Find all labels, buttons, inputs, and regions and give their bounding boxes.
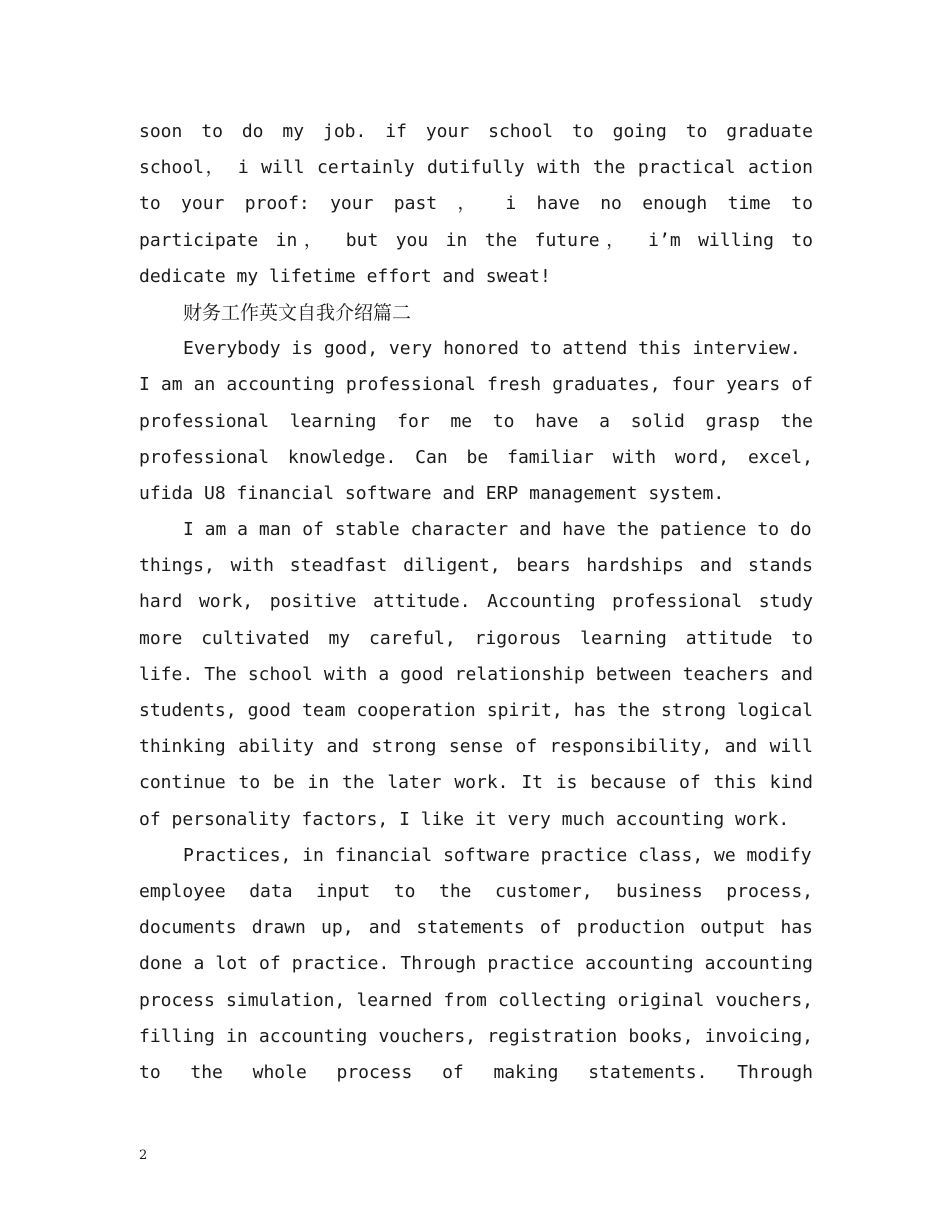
text-line: life. The school with a good relationship between teachers and: [139, 663, 813, 685]
text-line: to your proof: your past ， i have no enough time to: [139, 193, 813, 215]
text-line: Practices, in financial software practice class, we modify: [183, 844, 812, 866]
text-line: to the whole process of making statements. Through: [139, 1061, 813, 1083]
text-line: employee data input to the customer, business process,: [139, 880, 813, 902]
text-line: documents drawn up, and statements of production output has: [139, 917, 813, 939]
text-line: students, good team cooperation spirit, has the strong logical: [139, 700, 813, 721]
text-line: participate in， but you in the future， i’m willing to: [139, 229, 813, 251]
text-line: hard work, positive attitude. Accounting professional study: [139, 591, 813, 613]
text-line: dedicate my lifetime effort and sweat!: [139, 265, 551, 287]
text-line: filling in accounting vouchers, registration books, invoicing,: [139, 1025, 813, 1047]
text-line: continue to be in the later work. It is because of this kind: [139, 772, 813, 794]
text-line: ufida U8 financial software and ERP management system.: [139, 482, 725, 504]
document-body: [139, 114, 813, 1091]
text-line: done a lot of practice. Through practice accounting accounting: [139, 953, 813, 975]
text-line: more cultivated my careful, rigorous learning attitude to: [139, 627, 813, 649]
text-line: soon to do my job. if your school to going to graduate: [139, 121, 813, 142]
text-line: of personality factors, I like it very much accounting work.: [139, 808, 790, 830]
page-number: 2: [139, 1148, 148, 1163]
section-heading: 财务工作英文自我介绍篇二: [183, 301, 412, 324]
text-line: Everybody is good, very honored to attend this interview.: [183, 338, 801, 360]
text-line: things, with steadfast diligent, bears hardships and stands: [139, 555, 813, 577]
text-line: I am a man of stable character and have the patience to do: [183, 519, 812, 541]
text-line: process simulation, learned from collecting original vouchers,: [139, 989, 813, 1011]
text-line: I am an accounting professional fresh graduates, four years of: [139, 374, 813, 396]
text-line: professional learning for me to have a solid grasp the: [139, 410, 813, 432]
text-line: thinking ability and strong sense of responsibility, and will: [139, 736, 813, 758]
text-line: school， i will certainly dutifully with the practical action: [139, 157, 813, 179]
text-line: professional knowledge. Can be familiar with word, excel,: [139, 446, 813, 468]
